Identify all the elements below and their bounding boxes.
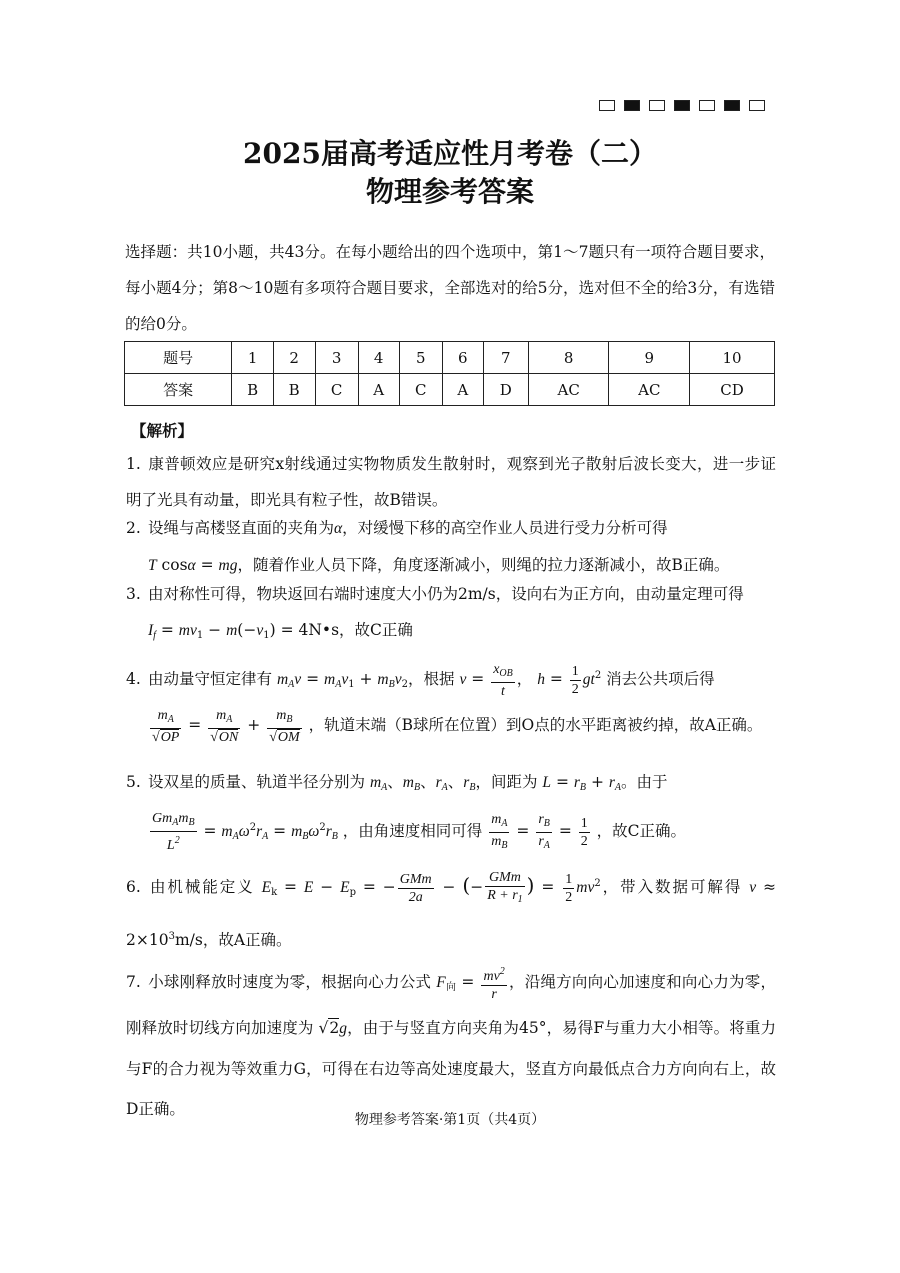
item-text: ，由于与竖直方向夹角为45°，易得F与重力大小相等。将重力与F的合力视为等效重力G，可得在右边等高处速度最大，竖直方向最低点合力方向向右上，故D正确。 bbox=[126, 1019, 776, 1118]
analysis-item-7 bbox=[126, 962, 776, 1129]
formula: h = $\frac{1}{2}$ $gt^2$ bbox=[537, 663, 602, 697]
formula: $\frac{Gm_Am_B}{L^2}$ = $m_A\omega^2r_A = m_B\omega^2r_B$ bbox=[152, 811, 338, 853]
item-text: ，由角速度相同可得 bbox=[342, 822, 483, 840]
answer-cell: AC bbox=[609, 374, 690, 406]
answer-cell: B bbox=[232, 374, 274, 406]
answer-cell: AC bbox=[528, 374, 609, 406]
item-text: ，故A正确。 bbox=[202, 931, 292, 949]
formula: $F_向$ = $\frac{mv^2}{r}$ bbox=[436, 973, 509, 991]
table-row bbox=[125, 342, 775, 374]
item-text: ，故C正确 bbox=[339, 621, 413, 639]
formula: $\frac{m_A}{m_B}$ = $\frac{r_B}{r_A}$ = $\frac{1}{2}$ bbox=[491, 811, 588, 851]
formula: T cosα = mg bbox=[148, 556, 238, 574]
question-number: 6 bbox=[442, 342, 483, 374]
item-text: ，故C正确。 bbox=[596, 822, 687, 840]
item-text: 由动量守恒定律有 bbox=[148, 670, 273, 688]
analysis-item-1 bbox=[126, 446, 776, 518]
mark-square-filled bbox=[624, 100, 640, 111]
item-number: 2. bbox=[126, 519, 141, 537]
analysis-item-4 bbox=[126, 656, 776, 746]
formula: $m_A$、$m_B$、$r_A$、$r_B$ bbox=[369, 773, 476, 793]
question-number: 4 bbox=[358, 342, 399, 374]
item-text: ，间距为 bbox=[475, 773, 538, 791]
answer-cell: B bbox=[273, 374, 315, 406]
analysis-item-6 bbox=[126, 862, 776, 962]
item-number: 3. bbox=[126, 585, 141, 603]
item-number: 5. bbox=[126, 773, 141, 791]
item-text: ，轨道末端（B球所在位置）到O点的水平距离被约掉，故A正确。 bbox=[308, 716, 763, 734]
answer-cell: D bbox=[483, 374, 528, 406]
item-number: 6. bbox=[126, 878, 141, 896]
question-number: 9 bbox=[609, 342, 690, 374]
item-text: 小球刚释放时速度为零，根据向心力公式 bbox=[148, 973, 432, 991]
question-number: 8 bbox=[528, 342, 609, 374]
formula: v = $\frac{x_{OB}}{t}$ bbox=[459, 661, 513, 699]
item-number: 7. bbox=[126, 973, 141, 991]
item-text: 消去公共项后得 bbox=[606, 670, 715, 688]
formula: $L = r_B + r_A$ bbox=[542, 773, 622, 793]
question-number: 5 bbox=[399, 342, 442, 374]
question-number: 1 bbox=[232, 342, 274, 374]
question-number: 2 bbox=[273, 342, 315, 374]
item-text: 设双星的质量、轨道半径分别为 bbox=[148, 773, 366, 791]
item-text: ，对缓慢下移的高空作业人员进行受力分析可得 bbox=[342, 519, 668, 537]
item-text: ， bbox=[516, 670, 533, 688]
item-text: 。由于 bbox=[621, 773, 668, 791]
mark-square-filled bbox=[724, 100, 740, 111]
answer-cell: C bbox=[315, 374, 358, 406]
answer-cell: A bbox=[442, 374, 483, 406]
analysis-heading: 【解析】 bbox=[131, 421, 194, 440]
mark-square-filled bbox=[674, 100, 690, 111]
analysis-item-5 bbox=[126, 762, 776, 857]
formula: $m_Av = m_Av_1 + m_Bv_2$ bbox=[276, 670, 408, 690]
analysis-item-3 bbox=[126, 576, 776, 654]
item-text: 设绳与高楼竖直面的夹角为 bbox=[148, 519, 335, 537]
formula: $\frac{m_A}{√OP}$ = $\frac{m_A}{√ON}$ + $\frac{m_B}{√OM}$ bbox=[152, 707, 300, 745]
question-number: 10 bbox=[690, 342, 775, 374]
question-number: 3 bbox=[315, 342, 358, 374]
formula: α bbox=[334, 520, 343, 537]
header-marks bbox=[599, 100, 765, 111]
page-footer: 物理参考答案·第1页（共4页） bbox=[354, 1112, 546, 1128]
item-text: ，随着作业人员下降，角度逐渐减小，则绳的拉力逐渐减小，故B正确。 bbox=[237, 556, 730, 574]
item-text: ，带入数据可解得 bbox=[600, 878, 743, 896]
mark-square-empty bbox=[749, 100, 765, 111]
question-number: 7 bbox=[483, 342, 528, 374]
page-title: 2025届高考适应性月考卷（二） bbox=[243, 137, 657, 170]
formula: $I_f = mv_1 - m(-v_1)$ = 4N•s bbox=[148, 621, 340, 641]
item-text: ，根据 bbox=[408, 670, 455, 688]
analysis-item-2 bbox=[126, 510, 776, 584]
mark-square-empty bbox=[599, 100, 615, 111]
answer-cell: C bbox=[399, 374, 442, 406]
row-label: 答案 bbox=[125, 374, 232, 406]
mark-square-empty bbox=[699, 100, 715, 111]
formula: $v \approx 2\times 10^3m/s$ bbox=[126, 878, 776, 949]
table-row bbox=[125, 374, 775, 406]
page-subtitle: 物理参考答案 bbox=[365, 175, 534, 208]
item-text: 康普顿效应是研究x射线通过实物物质发生散射时，观察到光子散射后波长变大，进一步证明了光具有动量，即光具有粒子性，故B错误。 bbox=[126, 455, 776, 509]
item-text: 由对称性可得，物块返回右端时速度大小仍为2m/s，设向右为正方向，由动量定理可得 bbox=[148, 585, 744, 603]
item-text: ，沿绳方向向心加速度和向心力为零，刚释放时切线方向加速度为 bbox=[126, 973, 776, 1037]
row-label: 题号 bbox=[125, 342, 232, 374]
mark-square-empty bbox=[649, 100, 665, 111]
formula: √2g bbox=[318, 1019, 348, 1037]
item-number: 1. bbox=[126, 455, 141, 473]
answer-table bbox=[124, 341, 775, 406]
item-text: 由机械能定义 bbox=[148, 878, 255, 896]
formula: $E_k = E - E_p$ = − $\frac{\text{GMm}}{2a}$ − (− $\frac{\text{GMm}}{R + r_1}$ ) = $\frac{1}{2}$ $mv^2$ bbox=[261, 869, 601, 905]
item-number: 4. bbox=[126, 670, 141, 688]
answer-cell: A bbox=[358, 374, 399, 406]
answer-cell: CD bbox=[690, 374, 775, 406]
intro-text: 选择题：共10小题，共43分。在每小题给出的四个选项中，第1～7题只有一项符合题目要求，每小题4分；第8～10题有多项符合题目要求，全部选对的给5分，选对但不全的给3分，有选错的给0分。 bbox=[125, 243, 775, 333]
